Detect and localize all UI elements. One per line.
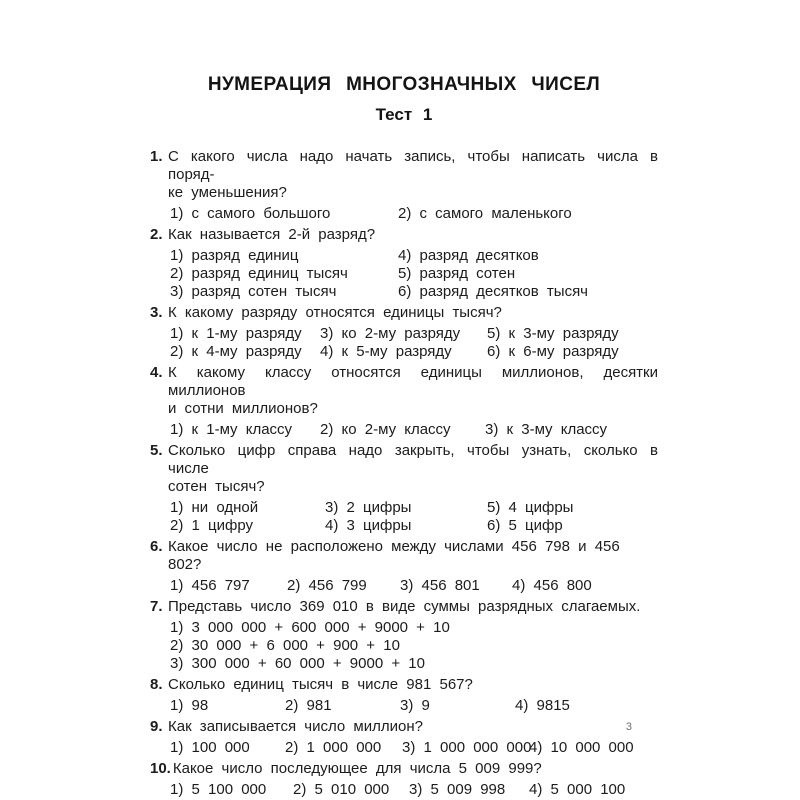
- answer-option: 6) разряд десятков тысяч: [398, 283, 589, 300]
- answer-option: 1) к 1-му разряду: [170, 325, 302, 342]
- question-text: [150, 538, 658, 574]
- answer-option: 3) ко 2-му разряду: [320, 325, 461, 342]
- answer-option: 2) 1 цифру: [170, 517, 253, 534]
- answer-option: 4) 5 000 100: [529, 781, 626, 798]
- question-text-line: Сколько единиц тысяч в числе 981 567?: [168, 676, 473, 693]
- answer-option: 3) 2 цифры: [325, 499, 412, 516]
- question-8: [150, 676, 658, 715]
- question-text-line: С какого числа надо начать запись, чтобы написать числа в поряд-: [168, 148, 658, 183]
- question-text-line: ке уменьшения?: [168, 184, 287, 201]
- question-number: 3.: [150, 304, 163, 321]
- question-number: 5.: [150, 442, 163, 459]
- question-1: [150, 148, 658, 223]
- answer-option: 6) 5 цифр: [487, 517, 563, 534]
- answer-options: [170, 577, 658, 595]
- question-text-line: Сколько цифр справа надо закрыть, чтобы узнать, сколько в числе: [168, 442, 658, 477]
- question-number: 6.: [150, 538, 163, 555]
- answer-option: 1) 3 000 000 + 600 000 + 9000 + 10: [170, 619, 450, 636]
- answer-option: 4) 3 цифры: [325, 517, 412, 534]
- answer-option: 1) 98: [170, 697, 209, 714]
- answer-option: 2) 5 010 000: [293, 781, 390, 798]
- answer-option: 4) разряд десятков: [398, 247, 539, 264]
- answer-option: 2) 30 000 + 6 000 + 900 + 10: [170, 637, 400, 654]
- answer-option: 6) к 6-му разряду: [487, 343, 619, 360]
- answer-option: 1) ни одной: [170, 499, 259, 516]
- question-number: 1.: [150, 148, 163, 165]
- answer-option: 1) с самого большого: [170, 205, 331, 222]
- question-number: 9.: [150, 718, 163, 735]
- answer-option: 3) 9: [400, 697, 430, 714]
- question-text: [150, 442, 658, 496]
- question-9: [150, 718, 658, 757]
- question-number: 2.: [150, 226, 163, 243]
- questions: [150, 148, 658, 799]
- answer-option: 5) 4 цифры: [487, 499, 574, 516]
- answer-option: 1) 456 797: [170, 577, 250, 594]
- answer-option: 2) 981: [285, 697, 332, 714]
- answer-option: 2) 456 799: [287, 577, 367, 594]
- answer-option: 2) разряд единиц тысяч: [170, 265, 348, 282]
- question-text: [150, 364, 658, 418]
- answer-option: 3) 456 801: [400, 577, 480, 594]
- answer-option: 4) 10 000 000: [529, 739, 634, 756]
- answer-option: 5) к 3-му разряду: [487, 325, 619, 342]
- answer-options: [170, 325, 658, 361]
- question-7: [150, 598, 658, 673]
- question-text: [150, 760, 658, 778]
- question-text: [150, 676, 658, 694]
- test-subtitle: Тест 1: [375, 105, 433, 124]
- answer-option: 3) 300 000 + 60 000 + 9000 + 10: [170, 655, 425, 672]
- answer-option: 1) 5 100 000: [170, 781, 267, 798]
- answer-option: 1) к 1-му классу: [170, 421, 293, 438]
- answer-option: 1) разряд единиц: [170, 247, 299, 264]
- question-text: [150, 718, 658, 736]
- answer-option: 2) к 4-му разряду: [170, 343, 302, 360]
- question-5: [150, 442, 658, 535]
- question-10: [150, 760, 658, 799]
- answer-option: 4) 9815: [515, 697, 570, 714]
- question-text-line: Как называется 2-й разряд?: [168, 226, 376, 243]
- question-number: 10.: [150, 760, 171, 777]
- page-number: 3: [625, 721, 632, 733]
- answer-option: 4) к 5-му разряду: [320, 343, 452, 360]
- answer-option: 2) ко 2-му классу: [320, 421, 451, 438]
- question-text-line: Как записывается число миллион?: [168, 718, 423, 735]
- question-text-line: и сотни миллионов?: [168, 400, 318, 417]
- question-text: [150, 304, 658, 322]
- question-3: [150, 304, 658, 361]
- question-text-line: сотен тысяч?: [168, 478, 265, 495]
- question-text-line: К какому классу относятся единицы миллионов, десятки миллионов: [168, 364, 658, 399]
- question-text-line: Представь число 369 010 в виде суммы разрядных слагаемых.: [168, 598, 641, 615]
- question-text-line: Какое число последующее для числа 5 009 999?: [172, 760, 542, 777]
- page-content: [150, 74, 658, 800]
- answer-options: [170, 421, 658, 439]
- answer-options: [170, 247, 658, 301]
- question-text: [150, 226, 658, 244]
- question-number: 4.: [150, 364, 163, 381]
- answer-options: [170, 499, 658, 535]
- answer-options: [170, 205, 658, 223]
- answer-option: 4) 456 800: [512, 577, 592, 594]
- answer-option: 2) 1 000 000: [285, 739, 382, 756]
- question-6: [150, 538, 658, 595]
- answer-option: 3) 1 000 000 000: [402, 739, 532, 756]
- question-4: [150, 364, 658, 439]
- question-number: 8.: [150, 676, 163, 693]
- answer-option: 3) 5 009 998: [409, 781, 506, 798]
- question-number: 7.: [150, 598, 163, 615]
- question-text-line: К какому разряду относятся единицы тысяч?: [168, 304, 502, 321]
- question-text: [150, 148, 658, 202]
- answer-options: [170, 739, 658, 757]
- answer-options: [170, 781, 658, 799]
- question-2: [150, 226, 658, 301]
- question-text: [150, 598, 658, 616]
- answer-options: [170, 619, 658, 673]
- question-text-line: Какое число не расположено между числами 456 798 и 456 802?: [168, 538, 620, 573]
- answer-option: 3) разряд сотен тысяч: [170, 283, 337, 300]
- answer-option: 2) с самого маленького: [398, 205, 572, 222]
- answer-options: [170, 697, 658, 715]
- answer-option: 5) разряд сотен: [398, 265, 516, 282]
- answer-option: 1) 100 000: [170, 739, 250, 756]
- answer-option: 3) к 3-му классу: [485, 421, 608, 438]
- document-title: НУМЕРАЦИЯ МНОГОЗНАЧНЫХ ЧИСЕЛ: [207, 74, 601, 95]
